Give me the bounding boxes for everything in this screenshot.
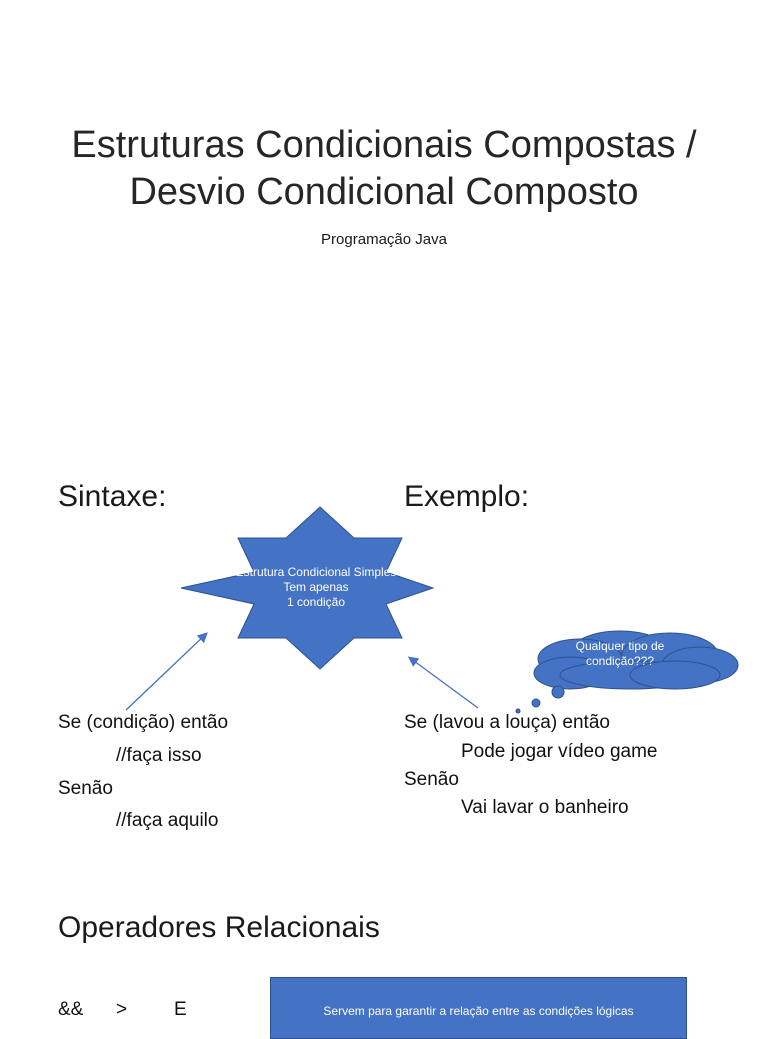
example-heading: Exemplo:: [404, 480, 530, 513]
syntax-heading: Sintaxe:: [58, 480, 167, 513]
operator-e-label: E: [174, 999, 187, 1020]
example-line-2: Pode jogar vídeo game: [461, 741, 658, 762]
example-line-1: Se (lavou a louça) então: [404, 712, 610, 733]
thought-cloud: [510, 615, 750, 725]
slide-title: [0, 122, 768, 216]
syntax-line-2: //faça isso: [116, 745, 202, 766]
cloud-bubble-medium: [532, 699, 540, 707]
operators-description-box: [270, 977, 687, 1039]
title-line-1: Estruturas Condicionais Compostas /: [71, 124, 697, 166]
operators-heading: Operadores Relacionais: [58, 911, 380, 944]
syntax-line-3: Senão: [58, 778, 113, 799]
example-line-4: Vai lavar o banheiro: [461, 797, 629, 818]
cloud-bubble-large: [552, 686, 564, 698]
star-text-line-3: 1 condição: [286, 595, 346, 609]
star-text: [216, 565, 416, 610]
operator-greater-symbol: >: [116, 999, 128, 1020]
syntax-line-1: Se (condição) então: [58, 712, 229, 733]
syntax-line-4: //faça aquilo: [116, 810, 219, 831]
slide-subtitle: Programação Java: [321, 231, 447, 248]
star-text-line-2: Tem apenas: [283, 580, 349, 594]
cloud-text-line-2: condição???: [585, 654, 655, 668]
operators-description-text: Servem para garantir a relação entre as condições lógicas: [323, 1004, 634, 1018]
star-text-line-1: Estrutura Condicional Simples: [235, 565, 397, 579]
example-line-3: Senão: [404, 769, 459, 790]
title-line-2: Desvio Condicional Composto: [129, 171, 639, 213]
cloud-text-line-1: Qualquer tipo de: [575, 639, 665, 653]
cloud-text: [560, 639, 680, 669]
operator-and-symbol: &&: [58, 999, 84, 1020]
